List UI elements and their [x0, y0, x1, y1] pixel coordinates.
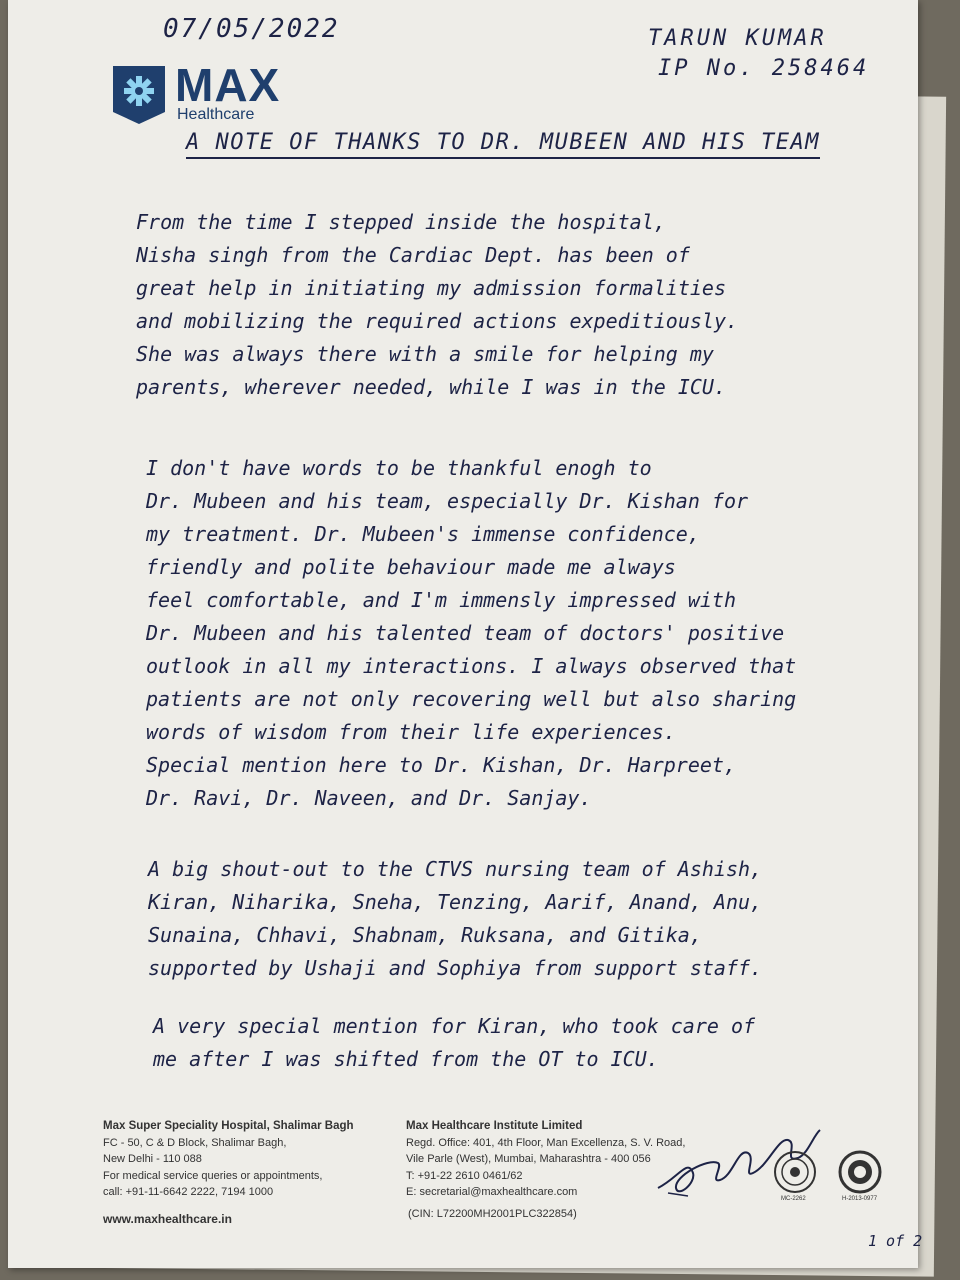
paragraph-3 [148, 853, 918, 985]
paragraph-line: Nisha singh from the Cardiac Dept. has been of [136, 243, 690, 267]
paragraph-2 [146, 452, 916, 815]
paragraph-line: Kiran, Niharika, Sneha, Tenzing, Aarif, Anand, Anu, [148, 890, 763, 914]
ip-number: IP No. 258464 [658, 56, 870, 81]
paragraph-line: friendly and polite behaviour made me always [146, 555, 676, 579]
paragraph-line: great help in initiating my admission formalities [136, 276, 727, 300]
paragraph-line: Dr. Ravi, Dr. Naveen, and Dr. Sanjay. [146, 786, 592, 810]
paragraph-line: and mobilizing the required actions expeditiously. [136, 309, 739, 333]
accreditation-seal-2 [838, 1150, 882, 1202]
paragraph-line: my treatment. Dr. Mubeen's immense confidence, [146, 522, 700, 546]
letter-heading: A NOTE OF THANKS TO DR. MUBEEN AND HIS TEAM [186, 130, 820, 159]
letter-page [8, 0, 923, 1268]
paragraph-line: A big shout-out to the CTVS nursing team of Ashish, [148, 857, 763, 881]
paragraph-line: outlook in all my interactions. I always observed that [146, 654, 797, 678]
address-line: New Delhi - 110 088 [103, 1153, 202, 1165]
accreditation-seal-1 [773, 1150, 817, 1202]
logo-subtitle: Healthcare [177, 106, 255, 123]
nabl-seal-icon [838, 1150, 882, 1194]
paragraph-line: Dr. Mubeen and his talented team of doctors' positive [146, 621, 785, 645]
paragraph-4 [153, 1010, 923, 1076]
website-link[interactable]: www.maxhealthcare.in [103, 1212, 232, 1226]
paragraph-line: feel comfortable, and I'm immensly impressed with [146, 588, 737, 612]
patient-name: TARUN KUMAR [648, 26, 827, 51]
phone-line: T: +91-22 2610 0461/62 [406, 1169, 523, 1182]
hospital-address [103, 1118, 403, 1201]
paragraph-line: supported by Ushaji and Sophiya from support staff. [148, 956, 763, 980]
seal-caption: MC-2262 [781, 1196, 806, 1202]
paragraph-1 [136, 206, 906, 404]
page-count: 1 of 2 [868, 1232, 923, 1250]
paragraph-line: parents, wherever needed, while I was in the ICU. [136, 375, 727, 399]
paragraph-line: me after I was shifted from the OT to ICU. [153, 1047, 659, 1071]
call-line: call: +91-11-6642 2222, 7194 1000 [103, 1186, 274, 1198]
queries-line: For medical service queries or appointments, [103, 1169, 323, 1182]
paragraph-line: A very special mention for Kiran, who took care of [153, 1014, 756, 1038]
seal-caption: H-2013-0977 [842, 1196, 878, 1202]
letter-date: 07/05/2022 [163, 14, 340, 44]
paragraph-line: words of wisdom from their life experiences. [146, 720, 676, 744]
paragraph-line: I don't have words to be thankful enogh to [146, 456, 652, 480]
paragraph-line: From the time I stepped inside the hospital, [136, 210, 666, 234]
hospital-name: Max Super Speciality Hospital, Shalimar Bagh [103, 1120, 354, 1132]
office-line: Regd. Office: 401, 4th Floor, Man Excellenza, S. V. Road, [406, 1136, 686, 1149]
paragraph-line: She was always there with a smile for helping my [136, 342, 714, 366]
nabh-seal-icon [773, 1150, 817, 1194]
company-name: Max Healthcare Institute Limited [406, 1120, 583, 1132]
paragraph-line: Special mention here to Dr. Kishan, Dr. Harpreet, [146, 753, 737, 777]
address-line: FC - 50, C & D Block, Shalimar Bagh, [103, 1136, 287, 1149]
max-star-icon [113, 66, 165, 124]
logo-word: MAX [175, 59, 281, 111]
paragraph-line: Dr. Mubeen and his team, especially Dr. Kishan for [146, 489, 749, 513]
email-line: E: secretarial@maxhealthcare.com [406, 1186, 578, 1198]
cin-number: (CIN: L72200MH2001PLC322854) [408, 1208, 577, 1220]
paragraph-line: Sunaina, Chhavi, Shabnam, Ruksana, and Gitika, [148, 923, 702, 947]
paragraph-line: patients are not only recovering well but also sharing [146, 687, 797, 711]
office-line: Vile Parle (West), Mumbai, Maharashtra - 400 056 [406, 1153, 651, 1165]
